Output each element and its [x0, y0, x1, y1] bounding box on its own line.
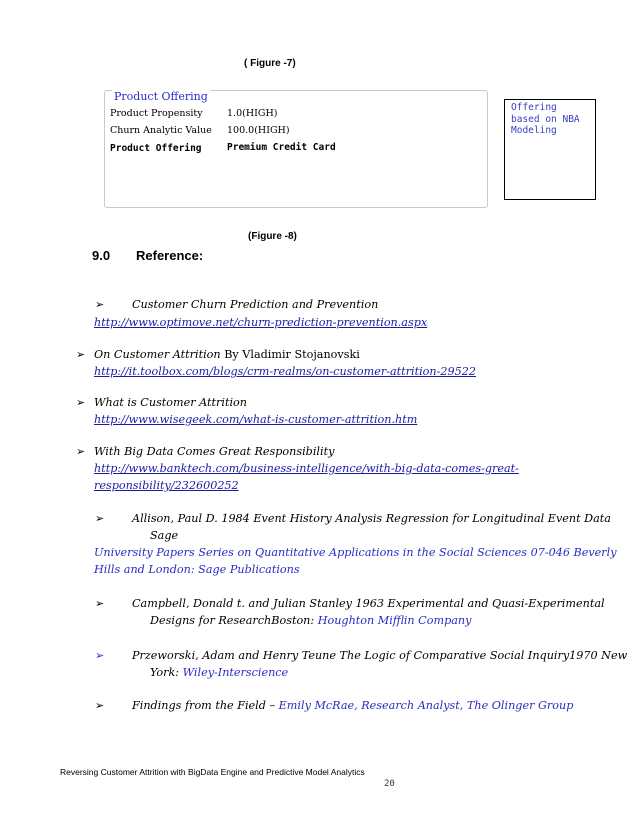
ref-6-line-2: [150, 612, 471, 629]
product-offering-legend: Product Offering: [114, 90, 208, 103]
ref-1-title: Customer Churn Prediction and Prevention: [132, 298, 379, 311]
ref-6-publisher: Houghton Mifflin Company: [317, 614, 472, 627]
note-line: Offering: [511, 102, 557, 113]
arrow-bullet-icon: ➢: [95, 699, 105, 712]
section-title: Reference:: [136, 248, 204, 263]
arrow-bullet-icon: ➢: [95, 298, 105, 311]
offering-label: Product Offering: [110, 143, 202, 154]
ref-2-title-text: On Customer Attrition: [94, 348, 221, 361]
offering-value: Premium Credit Card: [227, 142, 336, 153]
note-line: based on NBA: [511, 113, 580, 125]
arrow-bullet-icon: ➢: [76, 348, 86, 361]
propensity-label: Product Propensity: [110, 108, 203, 119]
ref-4-title: With Big Data Comes Great Responsibility: [94, 445, 335, 458]
ref-3-title: What is Customer Attrition: [94, 396, 247, 409]
arrow-bullet-icon: ➢: [95, 649, 105, 662]
nba-note-box: [504, 99, 596, 200]
figure-8-caption: (Figure -8): [248, 231, 297, 242]
ref-2-title: [94, 346, 360, 363]
ref-5-line-3: University Papers Series on Quantitative Applications in the Social Sciences 07-046 Beverly: [94, 546, 617, 559]
churn-value-label: Churn Analytic Value: [110, 125, 212, 136]
ref-7-line-2-text: York:: [150, 666, 180, 679]
section-number: 9.0: [92, 248, 111, 263]
ref-5-line-2: Sage: [150, 529, 179, 542]
note-line: Modeling: [511, 125, 557, 136]
arrow-bullet-icon: ➢: [95, 597, 105, 610]
ref-4-link-line-2[interactable]: responsibility/232600252: [94, 479, 239, 492]
ref-4-link-line-1[interactable]: http://www.banktech.com/business-intelligence/with-big-data-comes-great-: [94, 462, 519, 475]
page-footer: Reversing Customer Attrition with BigData Engine and Predictive Model Analytics: [60, 767, 365, 777]
ref-5-line-1: Allison, Paul D. 1984 Event History Analysis Regression for Longitudinal Event Data: [132, 512, 611, 525]
ref-7-publisher: Wiley-Interscience: [182, 666, 289, 679]
churn-value-value: 100.0(HIGH): [227, 125, 290, 136]
ref-5-line-4: Hills and London: Sage Publications: [94, 563, 300, 576]
arrow-bullet-icon: ➢: [76, 445, 86, 458]
page-number: 20: [384, 779, 395, 789]
ref-2-author: By Vladimir Stojanovski: [224, 348, 360, 361]
figure-7-caption: ( Figure -7): [244, 58, 296, 69]
ref-8-author: Emily McRae, Research Analyst, The Olinger Group: [278, 699, 574, 712]
ref-8-text: Findings from the Field –: [132, 699, 276, 712]
ref-7-line-1: Przeworski, Adam and Henry Teune The Logic of Comparative Social Inquiry1970 New: [132, 649, 628, 662]
arrow-bullet-icon: ➢: [76, 396, 86, 409]
ref-8: [132, 697, 573, 714]
ref-6-line-2-text: Designs for ResearchBoston:: [150, 614, 315, 627]
ref-1-link[interactable]: http://www.optimove.net/churn-prediction-prevention.aspx: [94, 316, 428, 329]
ref-3-link[interactable]: http://www.wisegeek.com/what-is-customer-attrition.htm: [94, 413, 418, 426]
ref-6-line-1: Campbell, Donald t. and Julian Stanley 1963 Experimental and Quasi-Experimental: [132, 597, 605, 610]
ref-2-link[interactable]: http://it.toolbox.com/blogs/crm-realms/on-customer-attrition-29522: [94, 365, 476, 378]
ref-7-line-2: [150, 664, 288, 681]
arrow-bullet-icon: ➢: [95, 512, 105, 525]
propensity-value: 1.0(HIGH): [227, 108, 278, 119]
